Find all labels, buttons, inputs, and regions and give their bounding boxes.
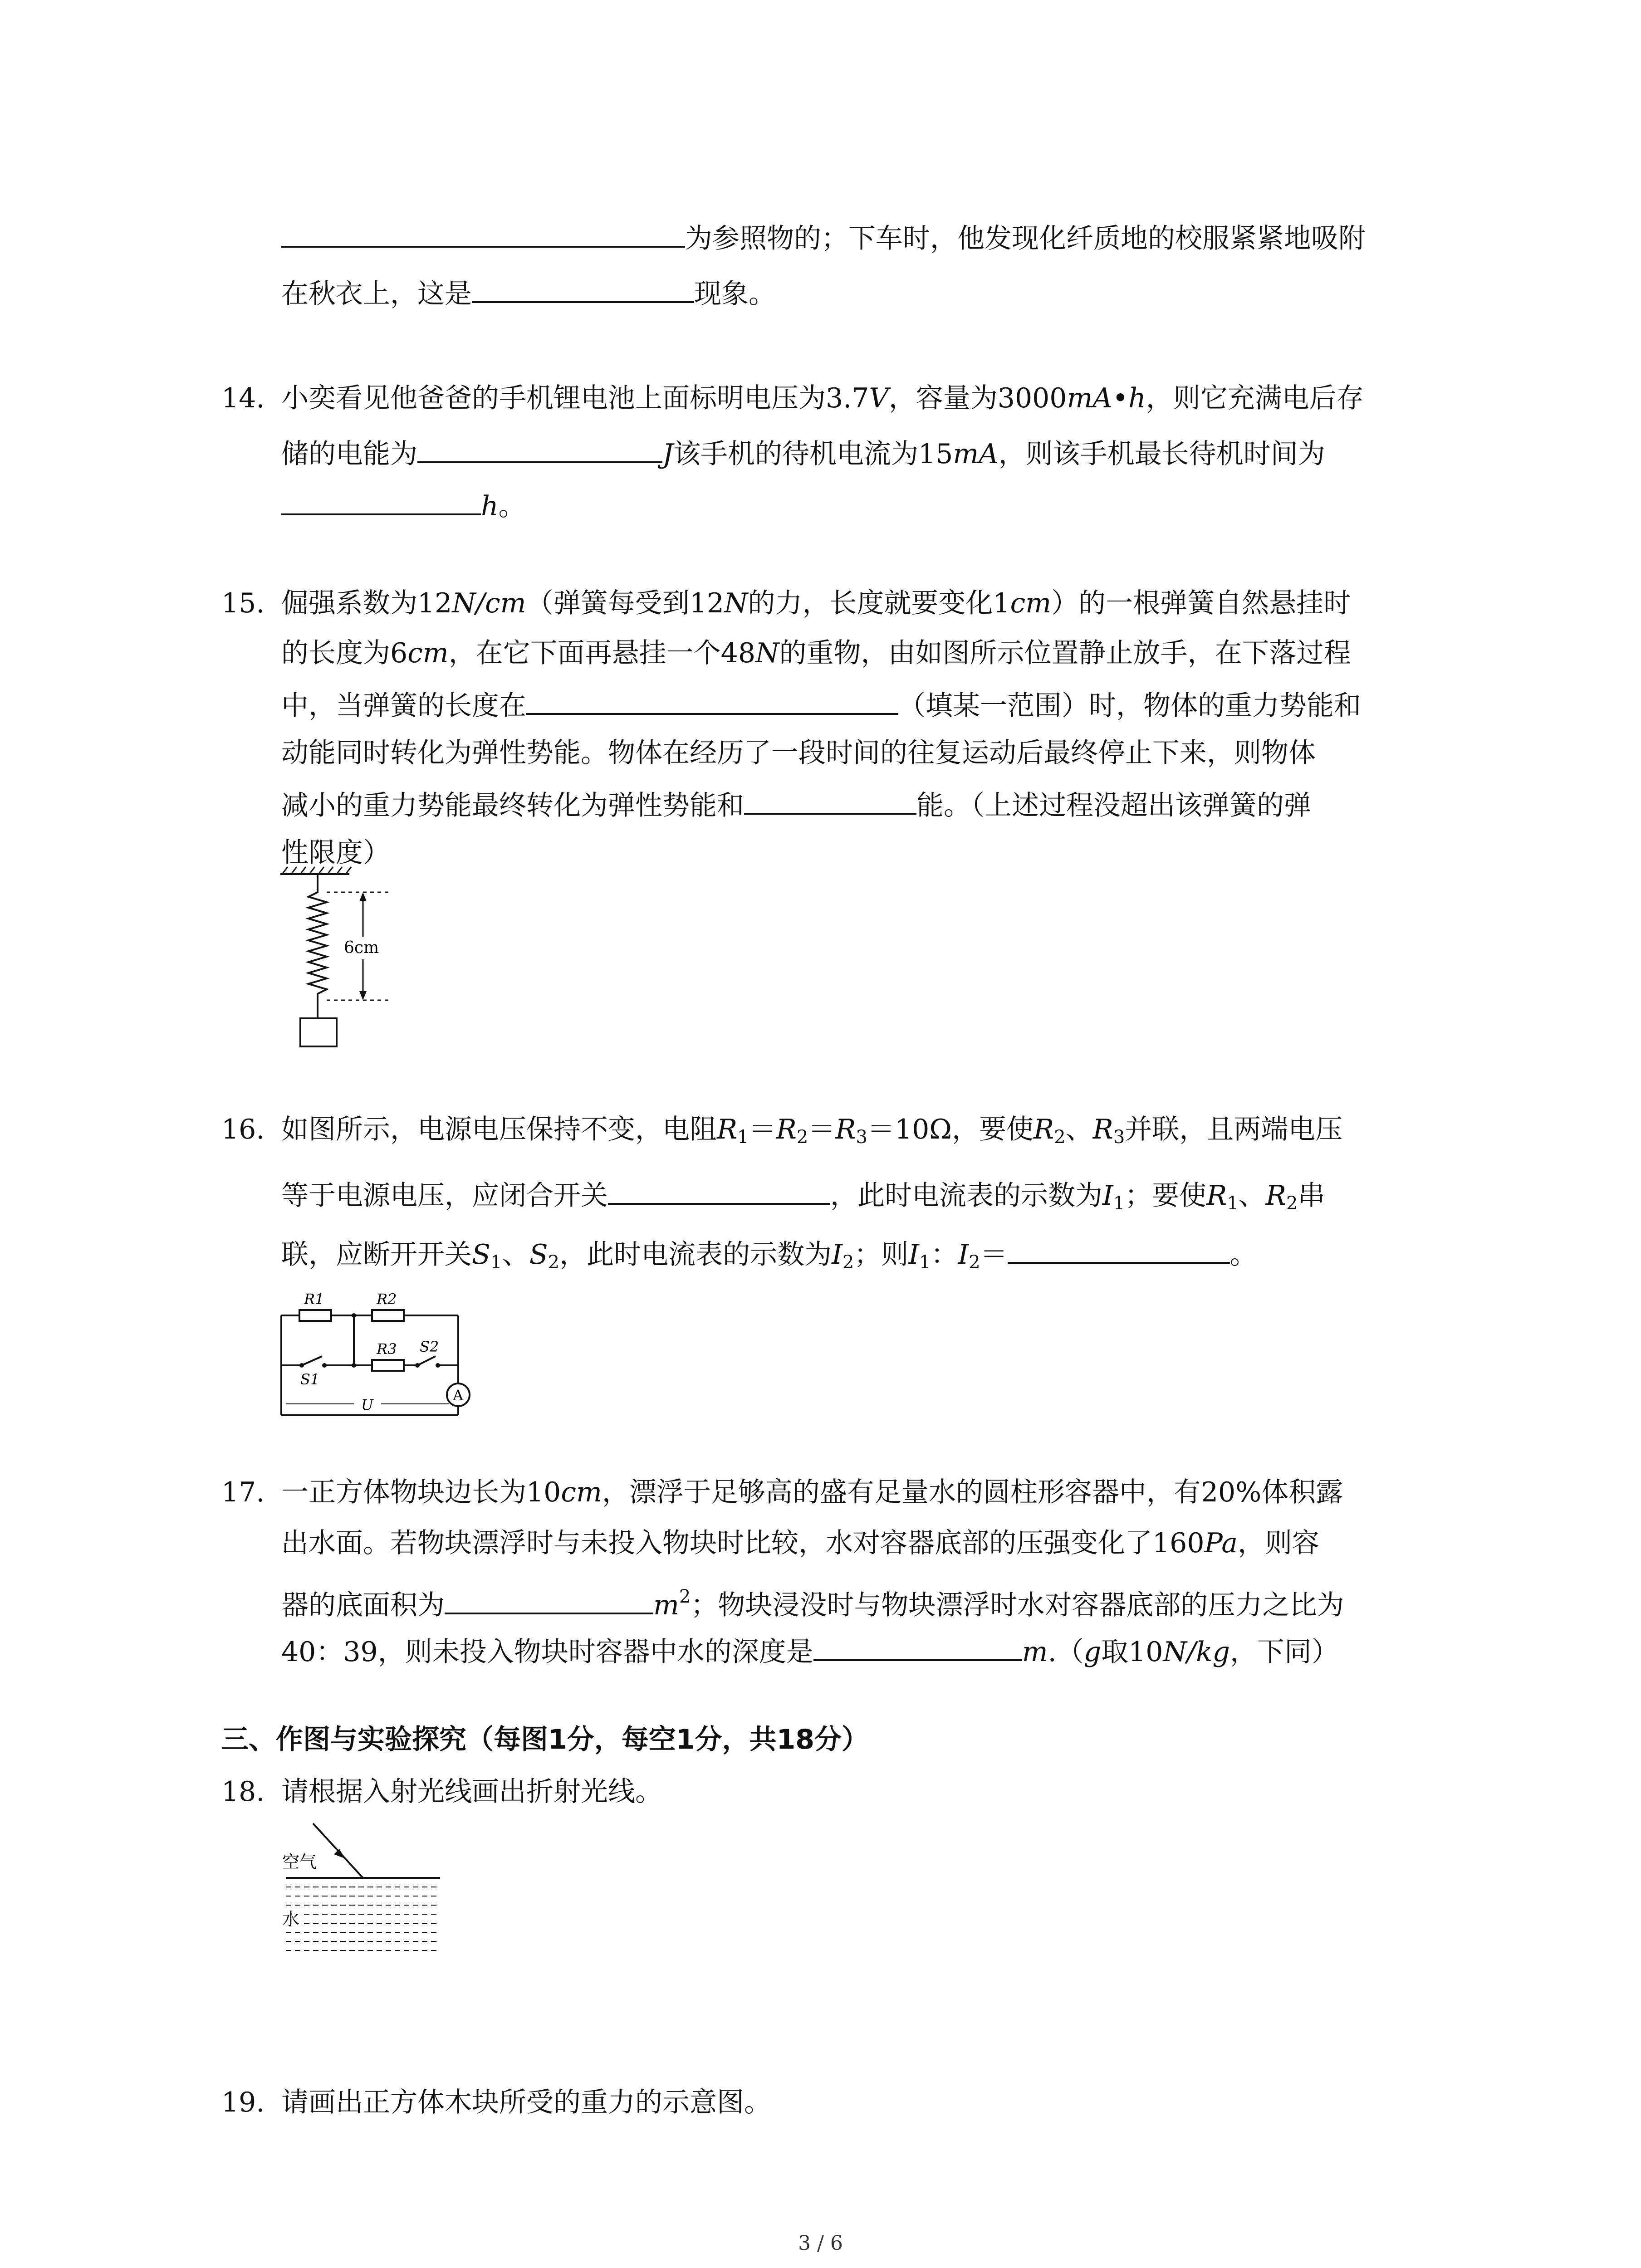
- q15-line-4: 动能同时转化为弹性势能。物体在经历了一段时间的往复运动后最终停止下来，则物体: [281, 737, 1316, 769]
- section-3-heading: 三、作图与实验探究（每图1分，每空1分，共18分）: [221, 1724, 869, 1755]
- q16-blank-1[interactable]: [608, 1175, 830, 1205]
- label-r1: R1: [304, 1290, 324, 1308]
- q16-number: 16.: [221, 1114, 265, 1145]
- weight-block: [300, 1018, 337, 1046]
- resistor-r2: [372, 1310, 404, 1321]
- resistor-r3: [372, 1360, 404, 1371]
- q14-line-1: 小奕看见他爸爸的手机锂电池上面标明电压为3.7V，容量为3000mA•h，则它充满电后存: [281, 382, 1364, 414]
- q17-line-3: 器的底面积为 $m^2$；物块浸没时与物块漂浮时水对容器底部的压力之比为: [281, 1579, 1344, 1623]
- q17-line-4: 40：39，则未投入物块时容器中水的深度是 m.（g取10N/kg，下同）: [281, 1631, 1339, 1670]
- q13-blank-1[interactable]: [281, 218, 685, 248]
- q18-number: 18.: [221, 1776, 265, 1808]
- ray-arrow-icon: [334, 1849, 345, 1858]
- q14-line-3: h。: [281, 485, 526, 524]
- q15-line-1: 倔强系数为12N/cm（弹簧每受到12N的力，长度就要变化1cm）的一根弹簧自然悬挂时: [281, 587, 1351, 619]
- switch-s1: [302, 1356, 322, 1365]
- circuit-figure: [272, 1279, 481, 1429]
- spring-figure: [272, 864, 454, 1064]
- q16-line-2: 等于电源电压，应闭合开关 ，此时电流表的示数为$I_1$；要使$R_1$、$R_2$串: [281, 1175, 1325, 1222]
- q13-line-2: 在秋衣上，这是 现象。: [281, 273, 776, 312]
- q19-number: 19.: [221, 2087, 265, 2118]
- label-air: 空气: [282, 1852, 317, 1872]
- label-s1: S1: [300, 1371, 320, 1388]
- q14-blank-2[interactable]: [281, 485, 481, 515]
- page-number: 3 / 6: [798, 2232, 843, 2255]
- q16-line-3: 联，应断开开关$S_1$、$S_2$，此时电流表的示数为$I_2$；则$I_1$：$I_2=$ 。: [281, 1234, 1257, 1281]
- q17-blank-1[interactable]: [445, 1584, 653, 1614]
- label-voltage: U: [361, 1396, 373, 1413]
- q17-blank-2[interactable]: [813, 1631, 1022, 1661]
- q15-blank-1[interactable]: [526, 685, 898, 715]
- label-r2: R2: [377, 1290, 397, 1308]
- q15-line-6: 性限度）: [281, 837, 390, 869]
- q19-text: 请画出正方体木块所受的重力的示意图。: [281, 2087, 771, 2118]
- q15-line-3: 中，当弹簧的长度在 （填某一范围）时，物体的重力势能和: [281, 685, 1361, 724]
- label-r3: R3: [377, 1340, 397, 1358]
- q14-line-2: 储的电能为 J该手机的待机电流为15mA，则该手机最长待机时间为: [281, 433, 1325, 472]
- q15-line-5: 减小的重力势能最终转化为弹性势能和 能。（上述过程没超出该弹簧的弹: [281, 785, 1311, 824]
- spring-length-label: 6cm: [344, 938, 379, 957]
- q18-text: 请根据入射光线画出折射光线。: [281, 1776, 662, 1808]
- q13-blank-2[interactable]: [472, 273, 694, 303]
- q16-blank-2[interactable]: [1008, 1234, 1230, 1264]
- q15-line-2: 的长度为6cm，在它下面再悬挂一个48N的重物，由如图所示位置静止放手，在下落过程: [281, 637, 1351, 669]
- q16-line-1: 如图所示，电源电压保持不变，电阻$R_1=R_2=R_3=10\Omega$，要使$R_2$、$R_3$并联，且两端电压: [281, 1114, 1343, 1148]
- q14-blank-1[interactable]: [417, 433, 662, 463]
- resistor-r1: [299, 1310, 331, 1321]
- switch-s2: [417, 1356, 436, 1365]
- label-s2: S2: [420, 1338, 439, 1355]
- spring-coil: [309, 874, 327, 1000]
- q14-number: 14.: [221, 382, 265, 414]
- label-ammeter: A: [453, 1387, 464, 1404]
- q17-number: 17.: [221, 1476, 265, 1508]
- q17-line-2: 出水面。若物块漂浮时与未投入物块时比较，水对容器底部的压强变化了160Pa，则容: [281, 1527, 1319, 1559]
- refraction-figure: [277, 1814, 449, 1960]
- q15-number: 15.: [221, 587, 265, 619]
- q15-blank-2[interactable]: [744, 785, 916, 815]
- q13-line-1: 为参照物的；下车时，他发现化纤质地的校服紧紧地吸附: [281, 218, 1366, 257]
- q17-line-1: 一正方体物块边长为10cm，漂浮于足够高的盛有足量水的圆柱形容器中，有20%体积露: [281, 1476, 1343, 1508]
- label-water: 水: [282, 1909, 300, 1929]
